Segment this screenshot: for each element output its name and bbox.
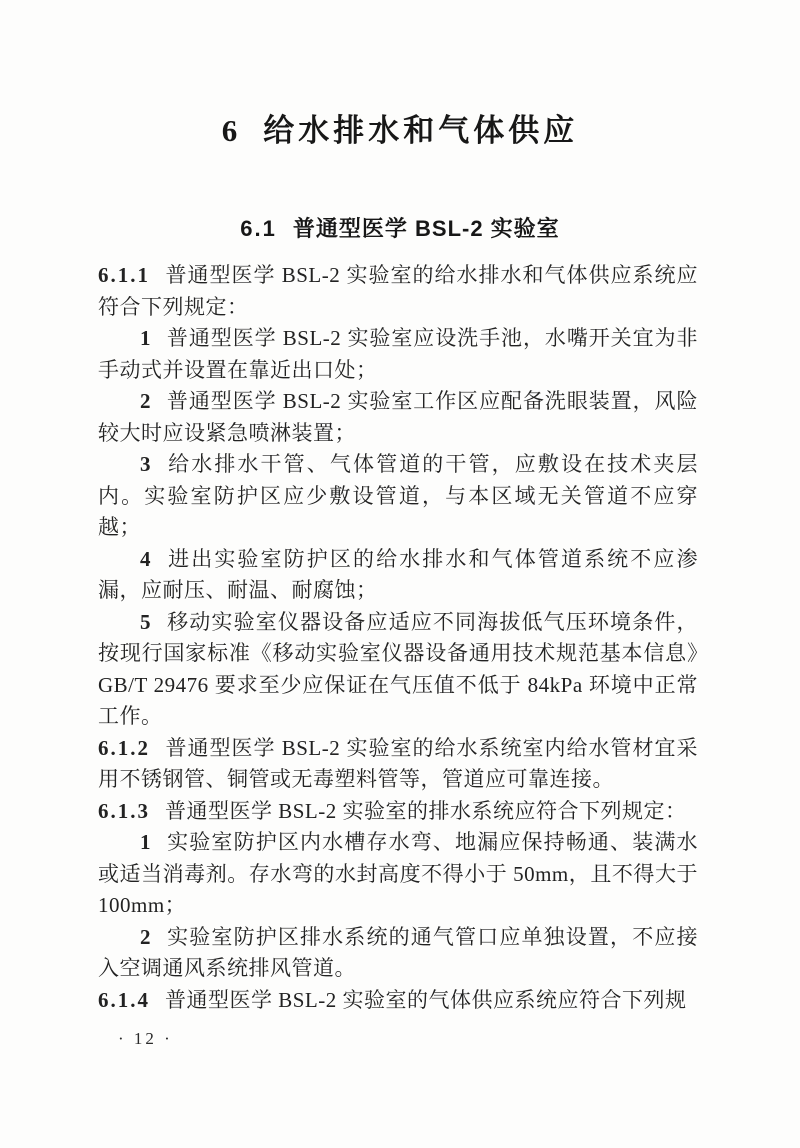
chapter-number: 6 xyxy=(221,113,238,148)
item-number: 4 xyxy=(140,546,153,571)
clause-text: 普通型医学 BSL-2 实验室的排水系统应符合下列规定： xyxy=(165,798,687,823)
item-text: 进出实验室防护区的给水排水和气体管道系统不应渗漏，应耐压、耐温、耐腐蚀； xyxy=(98,546,698,602)
item-text: 移动实验室仪器设备应适应不同海拔低气压环境条件，按现行国家标准《移动实验室仪器设备通用技术规范基本信息》GB/T 29476 要求至少应保证在气压值不低于 84kPa 环境中正常工作。 xyxy=(98,609,698,728)
chapter-title xyxy=(0,0,800,152)
item-text: 实验室防护区内水槽存水弯、地漏应保持畅通、装满水或适当消毒剂。存水弯的水封高度不得小于 50mm，且不得大于 100mm； xyxy=(98,830,698,917)
clause-number: 6.1.1 xyxy=(98,263,150,287)
clause-6-1-3-item-2 xyxy=(98,922,698,985)
clause-6-1-3 xyxy=(98,796,698,828)
chapter-title-text: 给水排水和气体供应 xyxy=(263,113,579,148)
clause-6-1-1-item-3 xyxy=(98,449,698,544)
section-title-text: 普通型医学 BSL-2 实验室 xyxy=(292,216,560,241)
clause-number: 6.1.2 xyxy=(98,735,150,760)
clause-number: 6.1.4 xyxy=(98,987,150,1012)
clause-6-1-3-item-1 xyxy=(98,827,698,922)
page-number: · 12 · xyxy=(118,1029,173,1048)
clause-6-1-4 xyxy=(98,985,698,1017)
section-heading xyxy=(0,214,800,244)
clause-text: 普通型医学 BSL-2 实验室的气体供应系统应符合下列规 xyxy=(165,987,687,1012)
item-text: 给水排水干管、气体管道的干管，应敷设在技术夹层内。实验室防护区应少敷设管道，与本区域无关管道不应穿越； xyxy=(98,452,698,539)
item-number: 1 xyxy=(140,830,153,854)
clause-text: 普通型医学 BSL-2 实验室的给水系统室内给水管材宜采用不锈钢管、铜管或无毒塑料管等，管道应可靠连接。 xyxy=(98,735,698,791)
item-text: 普通型医学 BSL-2 实验室应设洗手池，水嘴开关宜为非手动式并设置在靠近出口处； xyxy=(98,326,698,382)
clause-number: 6.1.3 xyxy=(98,798,150,823)
clause-6-1-2 xyxy=(98,733,698,796)
item-text: 实验室防护区排水系统的通气管口应单独设置，不应接入空调通风系统排风管道。 xyxy=(98,924,698,980)
clause-6-1-1 xyxy=(98,260,698,323)
item-number: 1 xyxy=(140,326,153,350)
item-text: 普通型医学 BSL-2 实验室工作区应配备洗眼装置，风险较大时应设紧急喷淋装置； xyxy=(98,389,698,445)
item-number: 2 xyxy=(140,389,153,413)
clause-text: 普通型医学 BSL-2 实验室的给水排水和气体供应系统应符合下列规定： xyxy=(98,263,698,319)
clause-6-1-1-item-1 xyxy=(98,323,698,386)
clause-6-1-1-item-2 xyxy=(98,386,698,449)
item-number: 2 xyxy=(140,924,153,949)
item-number: 3 xyxy=(140,452,153,476)
body-text xyxy=(98,260,698,1016)
clause-6-1-1-item-4 xyxy=(98,544,698,607)
clause-6-1-1-item-5 xyxy=(98,607,698,733)
section-number: 6.1 xyxy=(240,216,277,241)
item-number: 5 xyxy=(140,609,153,634)
